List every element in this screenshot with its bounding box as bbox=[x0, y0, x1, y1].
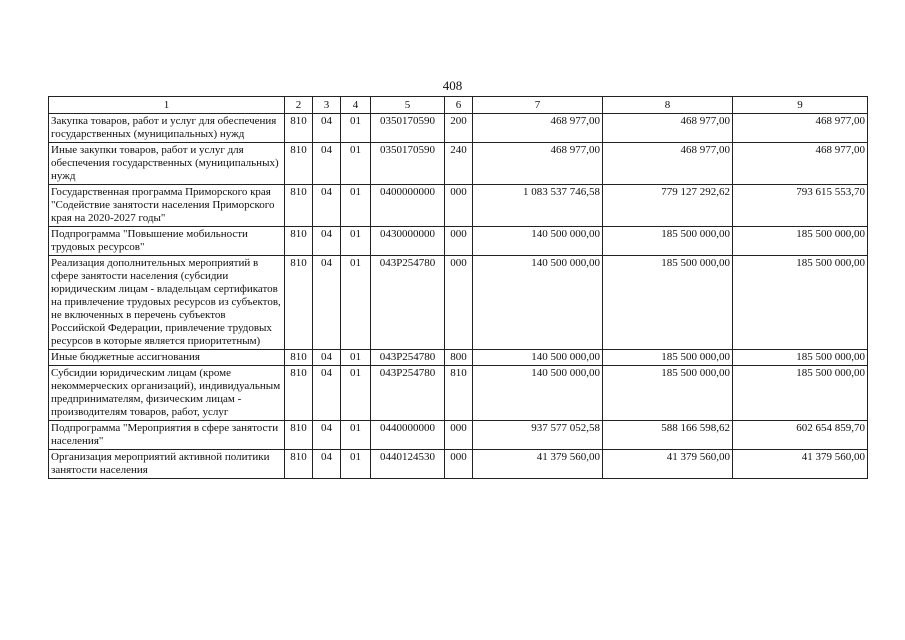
code-expense-type: 000 bbox=[445, 256, 473, 350]
header-cell: 4 bbox=[341, 97, 371, 114]
table-row bbox=[49, 421, 868, 450]
amount-col-7: 41 379 560,00 bbox=[473, 450, 603, 479]
amount-col-8: 779 127 292,62 bbox=[603, 185, 733, 227]
table-row bbox=[49, 114, 868, 143]
item-name: Подпрограмма "Мероприятия в сфере занятости населения" bbox=[49, 421, 285, 450]
amount-col-9: 185 500 000,00 bbox=[733, 350, 868, 366]
code-target: 0430000000 bbox=[371, 227, 445, 256]
amount-col-9: 793 615 553,70 bbox=[733, 185, 868, 227]
code-grbs: 810 bbox=[285, 450, 313, 479]
code-expense-type: 800 bbox=[445, 350, 473, 366]
code-expense-type: 240 bbox=[445, 143, 473, 185]
code-target: 043P254780 bbox=[371, 366, 445, 421]
table-row bbox=[49, 227, 868, 256]
table-row bbox=[49, 450, 868, 479]
header-cell: 9 bbox=[733, 97, 868, 114]
code-grbs: 810 bbox=[285, 350, 313, 366]
code-subsection: 01 bbox=[341, 227, 371, 256]
code-section: 04 bbox=[313, 185, 341, 227]
amount-col-8: 588 166 598,62 bbox=[603, 421, 733, 450]
code-subsection: 01 bbox=[341, 450, 371, 479]
budget-table bbox=[48, 96, 868, 479]
amount-col-9: 185 500 000,00 bbox=[733, 256, 868, 350]
code-target: 0350170590 bbox=[371, 143, 445, 185]
amount-col-7: 1 083 537 746,58 bbox=[473, 185, 603, 227]
code-grbs: 810 bbox=[285, 227, 313, 256]
amount-col-8: 185 500 000,00 bbox=[603, 350, 733, 366]
item-name: Закупка товаров, работ и услуг для обеспечения государственных (муниципальных) нужд bbox=[49, 114, 285, 143]
code-subsection: 01 bbox=[341, 421, 371, 450]
code-subsection: 01 bbox=[341, 366, 371, 421]
code-grbs: 810 bbox=[285, 114, 313, 143]
code-expense-type: 200 bbox=[445, 114, 473, 143]
amount-col-7: 140 500 000,00 bbox=[473, 256, 603, 350]
header-cell: 5 bbox=[371, 97, 445, 114]
amount-col-9: 468 977,00 bbox=[733, 143, 868, 185]
code-expense-type: 000 bbox=[445, 227, 473, 256]
amount-col-9: 602 654 859,70 bbox=[733, 421, 868, 450]
header-cell: 3 bbox=[313, 97, 341, 114]
table-row bbox=[49, 350, 868, 366]
item-name: Организация мероприятий активной политики занятости населения bbox=[49, 450, 285, 479]
code-target: 0440124530 bbox=[371, 450, 445, 479]
amount-col-8: 468 977,00 bbox=[603, 114, 733, 143]
code-expense-type: 000 bbox=[445, 185, 473, 227]
code-expense-type: 000 bbox=[445, 450, 473, 479]
code-target: 0400000000 bbox=[371, 185, 445, 227]
table-row bbox=[49, 185, 868, 227]
code-section: 04 bbox=[313, 227, 341, 256]
code-grbs: 810 bbox=[285, 256, 313, 350]
code-subsection: 01 bbox=[341, 185, 371, 227]
code-section: 04 bbox=[313, 350, 341, 366]
item-name: Реализация дополнительных мероприятий в сфере занятости населения (субсидии юридическим лицам - владельцам сертификатов на привлечение трудовых ресурсов из субъектов, не включенных в перечень субъектов Российской Федерации, привлечение трудовых ресурсов в которые является приоритетным) bbox=[49, 256, 285, 350]
code-grbs: 810 bbox=[285, 366, 313, 421]
code-section: 04 bbox=[313, 450, 341, 479]
code-expense-type: 810 bbox=[445, 366, 473, 421]
item-name: Иные закупки товаров, работ и услуг для обеспечения государственных (муниципальных) нужд bbox=[49, 143, 285, 185]
code-target: 043P254780 bbox=[371, 350, 445, 366]
page-number: 408 bbox=[442, 78, 463, 93]
header-cell: 6 bbox=[445, 97, 473, 114]
code-section: 04 bbox=[313, 256, 341, 350]
item-name: Субсидии юридическим лицам (кроме некоммерческих организаций), индивидуальным предпринимателям, физическим лицам - производителям товаров, работ, услуг bbox=[49, 366, 285, 421]
item-name: Государственная программа Приморского края "Содействие занятости населения Приморского края на 2020-2027 годы" bbox=[49, 185, 285, 227]
amount-col-9: 41 379 560,00 bbox=[733, 450, 868, 479]
amount-col-7: 468 977,00 bbox=[473, 114, 603, 143]
table-row bbox=[49, 143, 868, 185]
amount-col-7: 468 977,00 bbox=[473, 143, 603, 185]
header-cell: 7 bbox=[473, 97, 603, 114]
amount-col-7: 140 500 000,00 bbox=[473, 227, 603, 256]
amount-col-7: 937 577 052,58 bbox=[473, 421, 603, 450]
code-grbs: 810 bbox=[285, 185, 313, 227]
code-target: 0440000000 bbox=[371, 421, 445, 450]
amount-col-8: 185 500 000,00 bbox=[603, 227, 733, 256]
code-grbs: 810 bbox=[285, 421, 313, 450]
code-target: 043P254780 bbox=[371, 256, 445, 350]
code-subsection: 01 bbox=[341, 143, 371, 185]
amount-col-7: 140 500 000,00 bbox=[473, 366, 603, 421]
code-expense-type: 000 bbox=[445, 421, 473, 450]
code-section: 04 bbox=[313, 421, 341, 450]
code-section: 04 bbox=[313, 143, 341, 185]
code-section: 04 bbox=[313, 114, 341, 143]
code-subsection: 01 bbox=[341, 114, 371, 143]
amount-col-9: 468 977,00 bbox=[733, 114, 868, 143]
code-section: 04 bbox=[313, 366, 341, 421]
amount-col-8: 185 500 000,00 bbox=[603, 366, 733, 421]
code-subsection: 01 bbox=[341, 256, 371, 350]
amount-col-8: 468 977,00 bbox=[603, 143, 733, 185]
code-target: 0350170590 bbox=[371, 114, 445, 143]
amount-col-9: 185 500 000,00 bbox=[733, 227, 868, 256]
header-row bbox=[49, 97, 868, 114]
amount-col-7: 140 500 000,00 bbox=[473, 350, 603, 366]
item-name: Подпрограмма "Повышение мобильности трудовых ресурсов" bbox=[49, 227, 285, 256]
amount-col-9: 185 500 000,00 bbox=[733, 366, 868, 421]
item-name: Иные бюджетные ассигнования bbox=[49, 350, 285, 366]
header-cell: 1 bbox=[49, 97, 285, 114]
header-cell: 2 bbox=[285, 97, 313, 114]
table-row bbox=[49, 256, 868, 350]
code-subsection: 01 bbox=[341, 350, 371, 366]
header-cell: 8 bbox=[603, 97, 733, 114]
amount-col-8: 41 379 560,00 bbox=[603, 450, 733, 479]
amount-col-8: 185 500 000,00 bbox=[603, 256, 733, 350]
table-row bbox=[49, 366, 868, 421]
code-grbs: 810 bbox=[285, 143, 313, 185]
